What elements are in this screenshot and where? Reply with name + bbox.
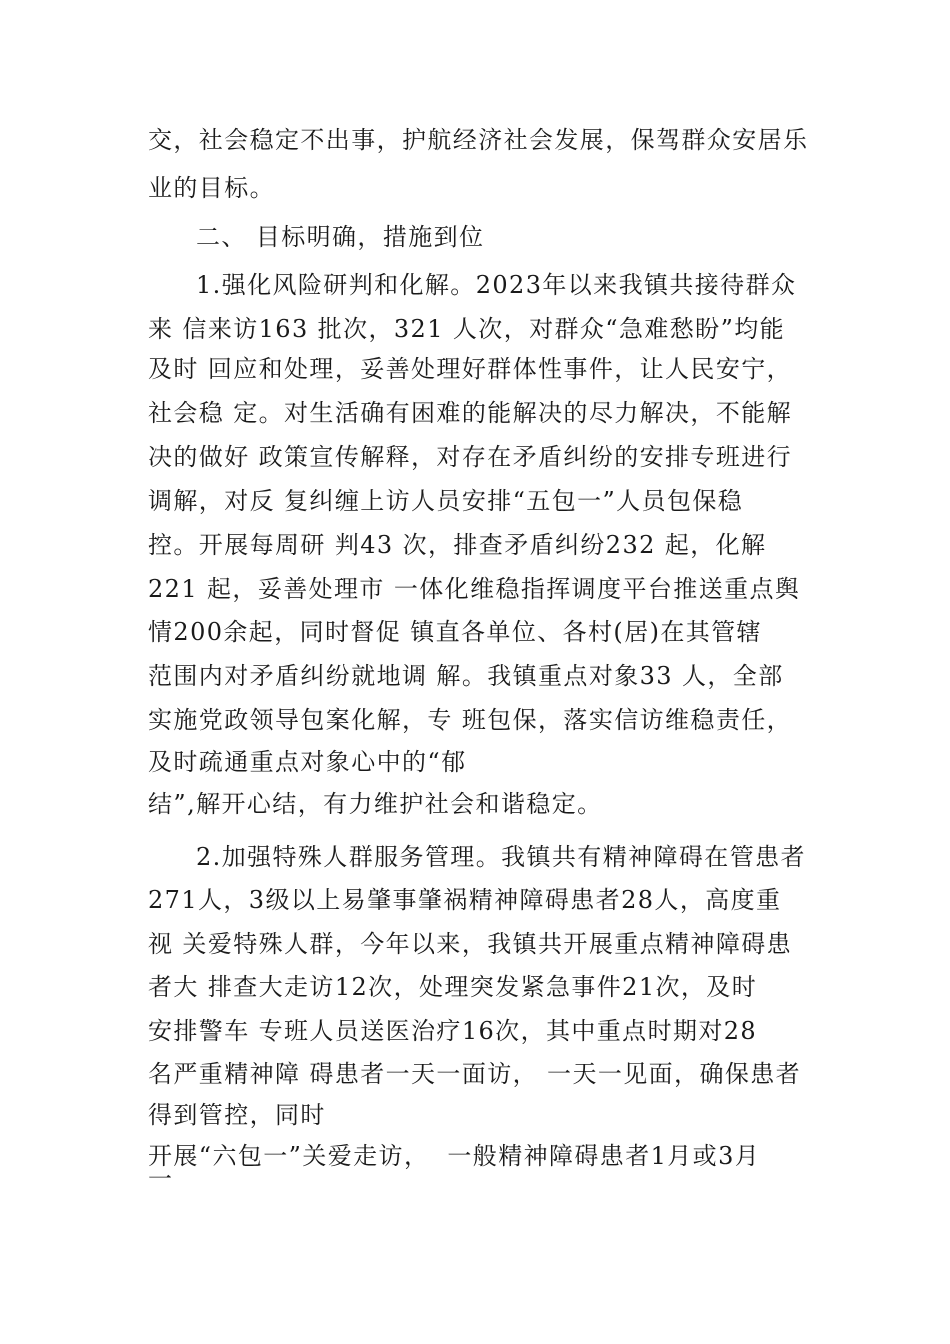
paragraph-line: 社会稳 定。对生活确有困难的能解决的尽力解决，不能解 [148,399,793,427]
paragraph-line: 者大 排查大走访12次，处理突发紧急事件21次，及时 [148,973,758,1001]
paragraph-line: 情200余起，同时督促 镇直各单位、各村(居)在其管辖 [148,618,762,646]
paragraph-line: 及时 回应和处理，妥善处理好群体性事件，让人民安宁， [148,355,793,383]
paragraph-line: 221 起，妥善处理市 一体化维稳指挥调度平台推送重点舆 [148,575,801,603]
paragraph-line: 及时疏通重点对象心中的“郁 [148,748,467,776]
paragraph-line: 来 信来访163 批次，321 人次，对群众“急难愁盼”均能 [148,315,786,343]
paragraph-line: 业的目标。 [148,174,275,202]
paragraph-line: 实施党政领导包案化解，专 班包保，落实信访维稳责任， [148,706,793,734]
paragraph-line: 视 关爱特殊人群，今年以来，我镇共开展重点精神障碍患 [148,930,793,958]
paragraph-line: 控。开展每周研 判43 次，排查矛盾纠纷232 起，化解 [148,531,767,559]
paragraph-line: 得到管控，同时 [148,1101,326,1129]
paragraph-line: 开展“六包一”关爱走访， 一般精神障碍患者1月或3月 [148,1142,761,1170]
paragraph-line: 安排警车 专班人员送医治疗16次，其中重点时期对28 [148,1017,758,1045]
section-heading: 二、 目标明确，措施到位 [196,223,485,251]
paragraph-line: 1.强化风险研判和化解。2023年以来我镇共接待群众 [196,271,797,299]
paragraph-line: 2.加强特殊人群服务管理。我镇共有精神障碍在管患者 [196,843,806,871]
paragraph-line: 名严重精神障 碍患者一天一面访， 一天一见面，确保患者 [148,1060,802,1088]
paragraph-line: 决的做好 政策宣传解释，对存在矛盾纠纷的安排专班进行 [148,443,793,471]
paragraph-line: 一 [148,1165,174,1193]
paragraph-line: 交，社会稳定不出事，护航经济社会发展，保驾群众安居乐 [148,126,809,154]
paragraph-line: 调解，对反 复纠缠上访人员安排“五包一”人员包保稳 [148,487,744,515]
paragraph-line: 271人，3级以上易肇事肇祸精神障碍患者28人，高度重 [148,886,782,914]
paragraph-line: 范围内对矛盾纠纷就地调 解。我镇重点对象33 人，全部 [148,662,784,690]
paragraph-line: 结”,解开心结，有力维护社会和谐稳定。 [148,790,603,818]
